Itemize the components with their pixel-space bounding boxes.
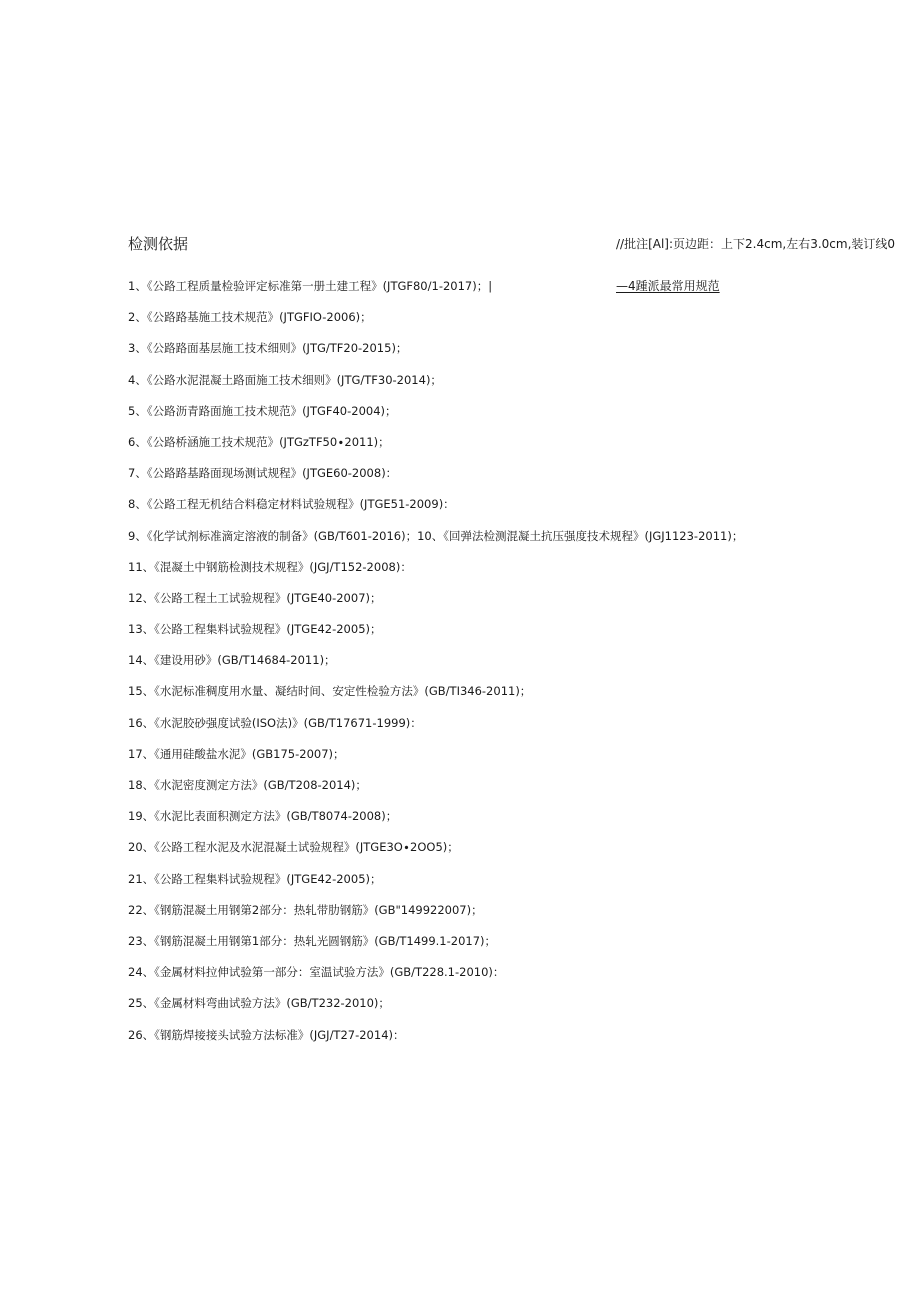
section-heading: 检测依据 [128, 235, 189, 253]
list-item: 25、《金属材料弯曲试验方法》(GB/T232-2010)； [128, 996, 390, 1011]
list-item: 13、《公路工程集料试验规程》(JTGE42-2005)； [128, 622, 382, 637]
list-item: 17、《通用硅酸盐水泥》(GB175-2007)； [128, 746, 345, 761]
list-item: 4、《公路水泥混凝土路面施工技术细则》(JTG/TF30-2014)； [128, 372, 442, 387]
list-item: 3、《公路路面基层施工技术细则》(JTG/TF20-2015)； [128, 341, 408, 356]
list-item: 2、《公路路基施工技术规范》(JTGFIO-2006)； [128, 310, 372, 325]
list-item: 8、《公路工程无机结合料稳定材料试验规程》(JTGE51-2009)： [128, 497, 455, 512]
list-item: 11、《混凝土中钢筋检测技术规程》(JGJ/T152-2008)： [128, 559, 412, 574]
list-item: 18、《水泥密度测定方法》(GB/T208-2014)； [128, 778, 367, 792]
list-item: 7、《公路路基路面现场测试规程》(JTGE60-2008)： [128, 466, 398, 481]
list-item: 9、《化学试剂标准滴定溶液的制备》(GB/T601-2016)；10、《回弹法检测混凝土抗压强度技术规程》(JGJ1123-2011)； [128, 528, 744, 543]
list-item: 1、《公路工程质量检验评定标准第一册土建工程》(JTGF80/1-2017)；| [128, 279, 493, 293]
list-item: 15、《水泥标准稠度用水量、凝结时间、安定性检验方法》(GB/TI346-2011)； [128, 684, 532, 699]
list-item: 5、《公路沥青路面施工技术规范》(JTGF40-2004)； [128, 403, 397, 418]
list-item: 21、《公路工程集料试验规程》(JTGE42-2005)； [128, 871, 382, 886]
list-item: 26、《钢筋焊接接头试验方法标准》(JGJ/T27-2014)： [128, 1027, 405, 1042]
list-item: 6、《公路桥涵施工技术规范》(JTGzTF50∙2011)； [128, 434, 390, 449]
list-item: 20、《公路工程水泥及水泥混凝土试验规程》(JTGE3O∙2OO5)； [128, 840, 459, 855]
list-item: 23、《钢筋混凝土用钢第1部分：热轧光圆钢筋》(GB/T1499.1-2017)； [128, 933, 497, 948]
standards-list [128, 278, 743, 1089]
margin-comment-note: —4踵派最常用规范 [616, 279, 720, 293]
list-item: 19、《水泥比表面积测定方法》(GB/T8074-2008)； [128, 809, 398, 824]
list-item: 22、《钢筋混凝土用钢第2部分：热轧带肋钢筋》(GB"149922007)； [128, 902, 483, 917]
list-item: 16、《水泥胶砂强度试验(ISO法)》(GB/T17671-1999)： [128, 715, 422, 730]
margin-comment: //批注[Al]:页边距：上下2.4cm,左右3.0cm,装订线0 [616, 237, 896, 251]
list-item: 14、《建设用砂》(GB/T14684-2011)； [128, 653, 336, 668]
list-item: 24、《金属材料拉伸试验第一部分：室温试验方法》(GB/T228.1-2010)： [128, 965, 505, 980]
list-item [128, 1058, 743, 1089]
list-item: 12、《公路工程土工试验规程》(JTGE40-2007)； [128, 590, 382, 605]
